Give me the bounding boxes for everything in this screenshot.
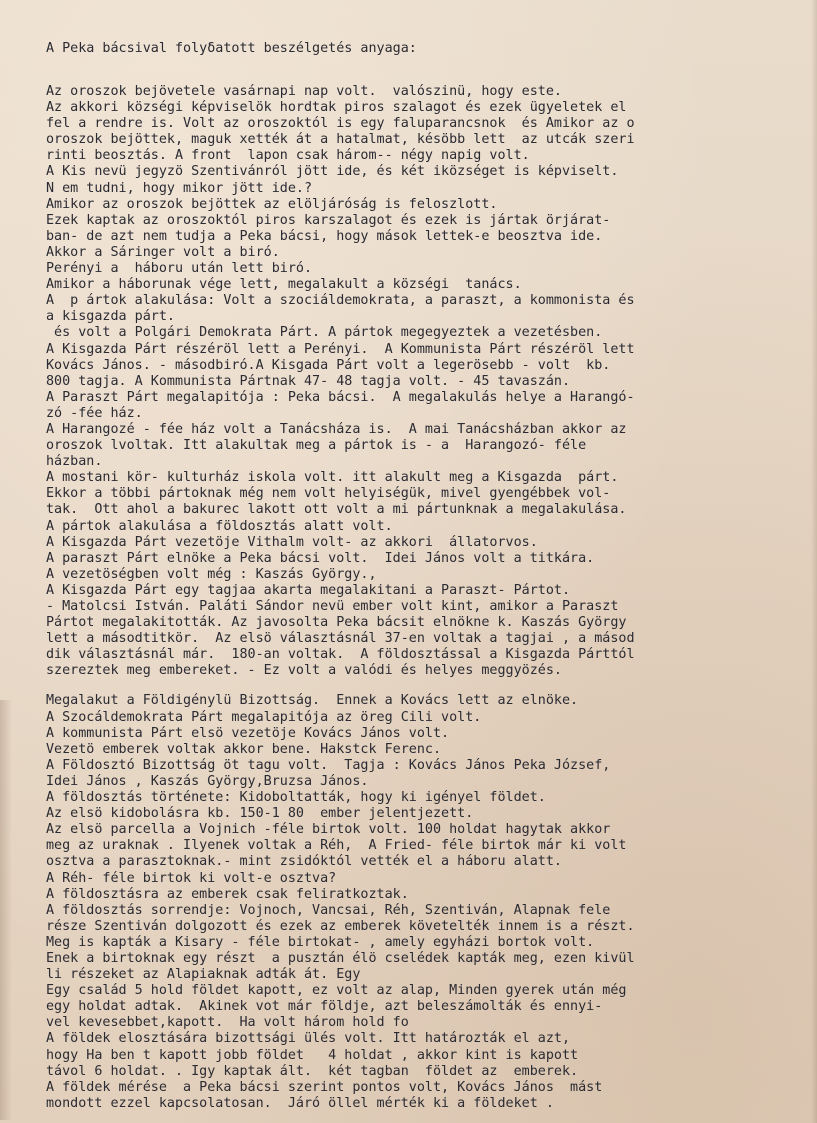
text-line: A vezetöségben volt még : Kaszás György.,: [46, 566, 377, 582]
text-line: A mostani kör- kulturház iskola volt. itt alakult meg a Kisgazda párt.: [46, 470, 619, 486]
text-line: mondott ezzel kapcsolatosan. Járó öllel mérték ki a földeket .: [46, 1095, 554, 1111]
document-body: [46, 40, 786, 1112]
text-line: Amikor az oroszok bejöttek az elöljáróság is feloszlott.: [46, 196, 498, 212]
document-title: A Peka bácsival folyδatott beszélgetés anyaga:: [46, 41, 417, 56]
text-line: - Matolcsi István. Paláti Sándor nevü ember volt kint, amikor a Paraszt: [46, 599, 619, 614]
text-line: Idei János , Kaszás György,Bruzsa János.: [46, 773, 369, 789]
text-line: A Kisgazda Párt egy tagjaa akarta megalakitani a Paraszt- Pártot.: [46, 582, 571, 598]
text-line: Pártot megalakitották. Az javosolta Peka bácsit elnökne k. Kaszás György: [46, 615, 627, 631]
text-line: a kisgazda párt.: [46, 309, 175, 325]
paragraph-land-distribution: [46, 693, 786, 1111]
text-line: Ekkor a többi pártoknak még nem volt helyiségük, mivel gyengébbek vol-: [46, 486, 611, 502]
text-line: A kommunista Párt elsö vezetöje Kovács János volt.: [46, 725, 450, 741]
text-line: dik választásnál már. 180-an voltak. A földosztással a Kisgazda Párttól: [46, 647, 635, 663]
text-line: A földosztásra az emberek csak feliratkoztak.: [46, 886, 409, 902]
text-line: osztva a parasztoknak.- mint zsidóktól vették el a háboru alatt.: [46, 854, 562, 870]
text-line: rinti beosztás. A front lapon csak három-- négy napig volt.: [46, 148, 530, 164]
text-line: Kovács János. - másodbiró.A Kisgada Párt volt a legerösebb - volt kb.: [46, 357, 611, 373]
text-line: Vezetö emberek voltak akkor bene. Hakstck Ferenc.: [46, 741, 442, 757]
text-line: A földosztás sorrendje: Vojnoch, Vancsai, Réh, Szentiván, Alapnak fele: [46, 902, 611, 918]
text-line: ban- de azt nem tudja a Peka bácsi, hogy mások lettek-e beosztva ide.: [46, 228, 603, 244]
text-line: A Szocáldemokrata Párt megalapitója az öreg Cili volt.: [46, 709, 482, 725]
text-line: vel kevesebbet,kapott. Ha volt három hold fo: [46, 1015, 409, 1031]
text-line: 800 tagja. A Kommunista Pártnak 47- 48 tagja volt. - 45 tavaszán.: [46, 373, 571, 389]
text-line: A pártok alakulása a földosztás alatt volt.: [46, 518, 393, 534]
text-line: zó -fée ház.: [46, 405, 143, 421]
text-line: Ezek kaptak az oroszoktól piros karszalagot és ezek is jártak örjárat-: [46, 212, 611, 228]
text-line: oroszok bejöttek, maguk xették át a hatalmat, késöbb lett az utcák szeri: [46, 132, 635, 148]
text-line: meg az uraknak . Ilyenek voltak a Réh, A Fried- féle birtok már ki volt: [46, 838, 627, 854]
text-line: Megalakut a Földigénylü Bizottság. Ennek a Kovács lett az elnöke.: [46, 693, 579, 709]
text-line: A földosztás története: Kidoboltatták, hogy ki igényel földet.: [46, 790, 546, 806]
text-line: lett a másodtitkör. Az elsö választásnál 37-en voltak a tagjai , a másod: [46, 631, 635, 647]
text-line: házban.: [46, 454, 103, 470]
text-line: oroszok lvoltak. Itt alakultak meg a pártok is - a Harangozó- féle: [46, 438, 587, 454]
text-line: A paraszt Párt elnöke a Peka bácsi volt. Idei János volt a titkára.: [46, 550, 595, 566]
text-line: A Földosztó Bizottság öt tagu volt. Tagja : Kovács János Peka József,: [46, 757, 611, 773]
text-line: A Réh- féle birtok ki volt-e osztva?: [46, 870, 337, 886]
text-line: egy holdat adtak. Akinek vot már földje, azt beleszámolták és ennyi-: [46, 999, 603, 1015]
text-line: Egy család 5 hold földet kapott, ez volt az alap, Minden gyerek után még: [46, 983, 627, 999]
text-line: A Kisgazda Párt vezetöje Vithalm volt- az akkori állatorvos.: [46, 534, 538, 550]
text-line: Az oroszok bejövetele vasárnapi nap volt. valószinü, hogy este.: [46, 84, 562, 99]
text-line: A p ártok alakulása: Volt a szociáldemokrata, a paraszt, a kommonista és: [46, 293, 635, 309]
text-line: A Harangozé - fée ház volt a Tanácsháza is. A mai Tanácsházban akkor az: [46, 421, 627, 437]
text-line: A Kis nevü jegyzö Szentivánról jött ide, és két iközséget is képviselt.: [46, 164, 619, 180]
text-line: A Paraszt Párt megalapitója : Peka bácsi. A megalakulás helye a Harangó-: [46, 389, 635, 405]
text-line: Perényi a háboru után lett biró.: [46, 261, 313, 277]
text-line: A Kisgazda Párt részéröl lett a Perényi. A Kommunista Párt részéröl lett: [46, 341, 635, 357]
paragraph-gap: [46, 679, 786, 693]
text-line: és volt a Polgári Demokrata Párt. A pártok megegyeztek a vezetésben.: [46, 325, 603, 341]
text-line: Az elsö kidobolásra kb. 150-1 80 ember jelentjezett.: [46, 806, 474, 822]
text-line: Az elsö parcella a Vojnich -féle birtok volt. 100 holdat hagytak akkor: [46, 822, 611, 838]
text-line: hogy Ha ben t kapott jobb földet 4 holdat , akkor kint is kapott: [46, 1047, 579, 1063]
text-line: N em tudni, hogy mikor jött ide.?: [46, 180, 313, 196]
text-line: A földek elosztására bizottsági ülés volt. Itt határozták el azt,: [46, 1031, 571, 1047]
text-line: fel a rendre is. Volt az oroszoktól is egy faluparancsnok és Amikor az o: [46, 116, 635, 132]
text-line: A földek mérése a Peka bácsi szerint pontos volt, Kovács János mást: [46, 1079, 603, 1095]
text-line: li részeket az Alapiaknak adták át. Egy: [46, 967, 361, 983]
text-line: része Szentiván dolgozott és ezek az emberek követelték innem is a részt.: [46, 918, 635, 934]
text-line: Meg is kapták a Kisary - féle birtokat- , amely egyházi bortok volt.: [46, 934, 595, 950]
text-line: Az akkori községi képviselök hordtak piros szalagot és ezek ügyeletek el: [46, 100, 627, 116]
text-line: távol 6 holdat. . Igy kaptak ált. két tagban földet az emberek.: [46, 1063, 579, 1079]
text-line: tak. Ott ahol a bakurec lakott ott volt a mi pártunknak a megalakulása.: [46, 502, 627, 518]
text-line: szereztek meg embereket. - Ez volt a valódi és helyes meggyözés.: [46, 663, 562, 679]
paper-fold-shadow: [0, 700, 12, 1120]
text-line: Enek a birtoknak egy részt a pusztán élö cselédek kapták meg, ezen kivül: [46, 950, 635, 966]
paper-edge-shadow: [811, 0, 817, 1123]
text-line: Amikor a háborunak vége lett, megalakult a községi tanács.: [46, 277, 522, 293]
text-line: Akkor a Sáringer volt a biró.: [46, 244, 280, 260]
paragraph-interview-parties: [46, 84, 786, 679]
